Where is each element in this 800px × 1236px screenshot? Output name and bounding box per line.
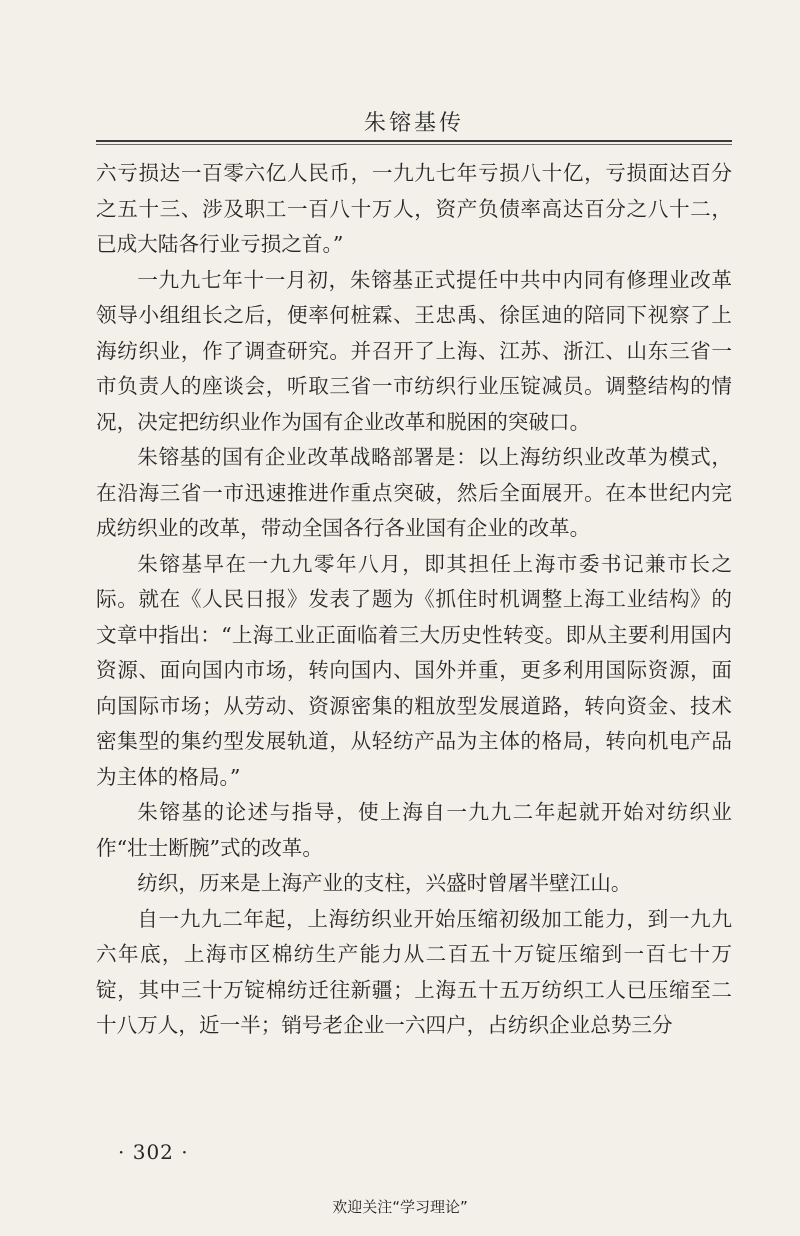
paragraph: 一九九七年十一月初，朱镕基正式提任中共中内同有修理业改革领导小组组长之后，便率何桩霖、王忠禹、徐匡迪的陪同下视察了上海纺织业，作了调查研究。并召开了上海、江苏、浙江、山东三省一市负责人的座谈会，听取三省一市纺织行业压锭减员。调整结构的情况，决定把纺织业作为国有企业改革和脱困的突破口。 bbox=[96, 267, 732, 434]
footer-note: 欢迎关注“学习理论” bbox=[332, 1198, 468, 1216]
running-header bbox=[96, 100, 732, 140]
header-rule-thin bbox=[96, 144, 732, 145]
paragraph-continued: 六亏损达一百零六亿人民币，一九九七年亏损八十亿，亏损面达百分之五十三、涉及职工一百八十万人，资产负债率高达百分之八十二，已成大陆各行业亏损之首。” bbox=[96, 161, 732, 256]
body-text bbox=[96, 156, 732, 1044]
page-number: · 302 · bbox=[118, 1140, 189, 1164]
paragraph: 朱镕基的论述与指导，使上海自一九九二年起就开始对纺织业作“壮士断腕”式的改革。 bbox=[96, 800, 732, 860]
header-rule bbox=[96, 140, 732, 142]
paragraph: 朱镕基早在一九九零年八月，即其担任上海市委书记兼市长之际。就在《人民日报》发表了题为《抓住时机调整上海工业结构》的文章中指出：“上海工业正面临着三大历史性转变。即从主要利用国内资源、面向国内市场，转向国内、国外并重，更多利用国际资源，面向国际市场；从劳动、资源密集的粗放型发展道路，转向资金、技术密集型的集约型发展轨道，从轻纺产品为主体的格局，转向机电产品为主体的格局。” bbox=[96, 551, 732, 789]
paragraph: 朱镕基的国有企业改革战略部署是：以上海纺织业改革为模式，在沿海三省一市迅速推进作重点突破，然后全面展开。在本世纪内完成纺织业的改革，带动全国各行各业国有企业的改革。 bbox=[96, 445, 732, 540]
paragraph: 纺织，历来是上海产业的支柱，兴盛时曾屠半壁江山。 bbox=[137, 871, 632, 895]
paragraph: 自一九九二年起，上海纺织业开始压缩初级加工能力，到一九九六年底，上海市区棉纺生产能力从二百五十万锭压缩到一百七十万锭，其中三十万锭棉纺迁往新疆；上海五十五万纺织工人已压缩至二十八万人，近一半；销号老企业一六四户，占纺织企业总势三分 bbox=[96, 906, 732, 1037]
book-title: 朱镕基传 bbox=[363, 111, 464, 136]
